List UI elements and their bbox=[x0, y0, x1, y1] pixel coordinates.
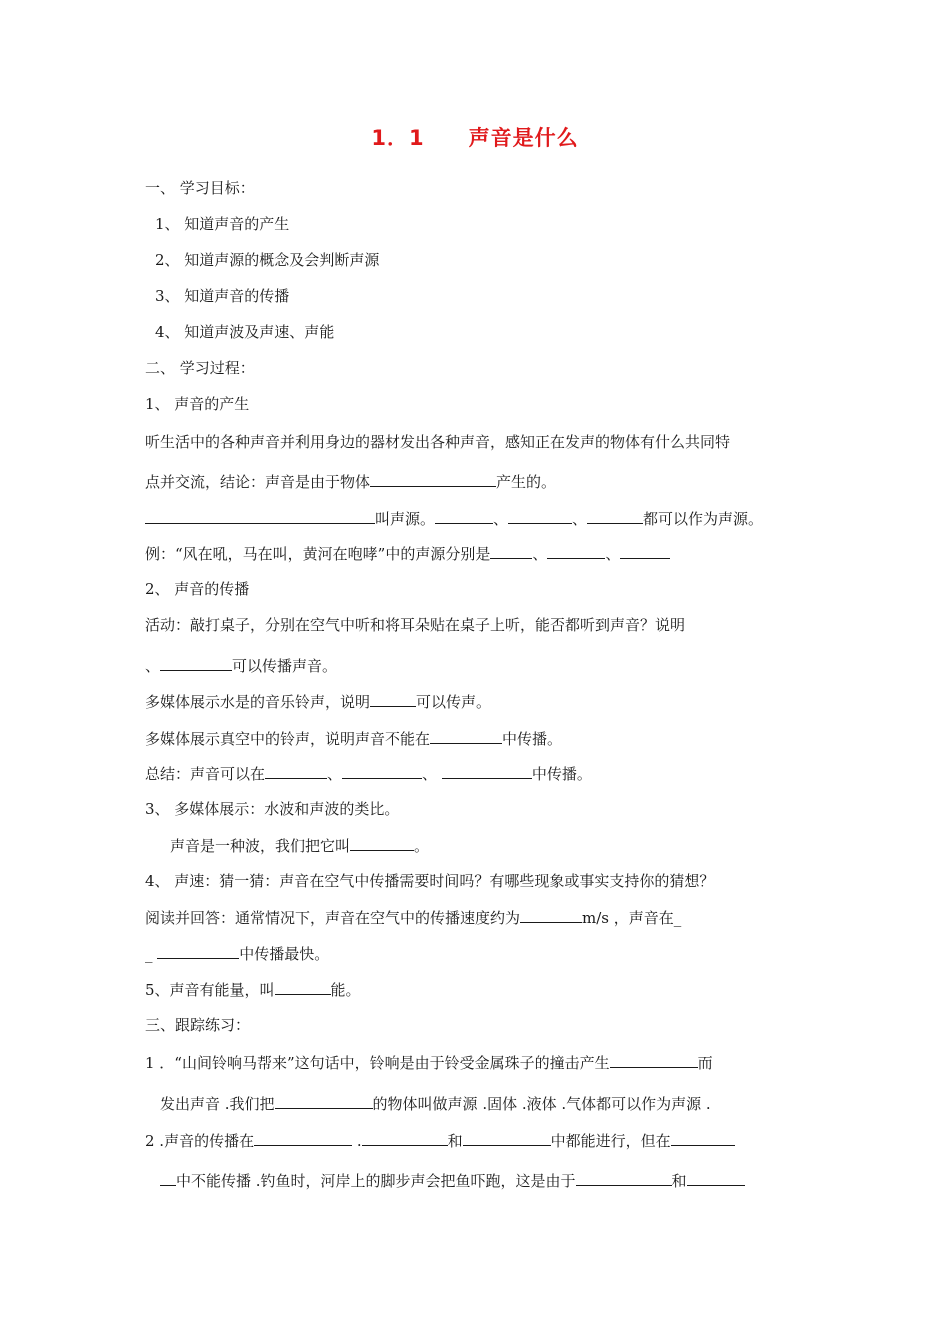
text-segment: 声音是一种波，我们把它叫 bbox=[170, 837, 351, 855]
answer-blank[interactable] bbox=[342, 763, 422, 779]
text-segment: _ bbox=[145, 945, 158, 963]
fill-line bbox=[145, 1052, 713, 1073]
answer-blank[interactable] bbox=[430, 728, 502, 744]
answer-blank[interactable] bbox=[547, 543, 605, 559]
text-segment: 可以传播声音。 bbox=[232, 657, 338, 675]
fill-line bbox=[145, 691, 491, 712]
section-heading-goals: 一、 学习目标： bbox=[145, 179, 255, 197]
text-segment: 、 bbox=[145, 657, 161, 675]
text-segment: 中都能进行，但在 bbox=[550, 1132, 671, 1150]
answer-blank[interactable] bbox=[463, 1130, 551, 1146]
answer-blank[interactable] bbox=[435, 508, 493, 524]
answer-blank[interactable] bbox=[587, 508, 643, 524]
answer-blank[interactable] bbox=[370, 471, 496, 487]
answer-blank[interactable] bbox=[157, 943, 239, 959]
fill-line bbox=[145, 763, 592, 784]
text-segment: 、 bbox=[532, 545, 548, 563]
text-segment: 。 bbox=[414, 837, 430, 855]
text-segment: m/s ，声音在_ bbox=[582, 909, 682, 927]
goal-item: 2、 知道声源的概念及会判断声源 bbox=[155, 251, 380, 269]
answer-blank[interactable] bbox=[265, 763, 327, 779]
section-heading-process: 二、 学习过程： bbox=[145, 359, 255, 377]
text-segment: 多媒体展示水是的音乐铃声，说明 bbox=[145, 693, 371, 711]
text-segment: 和 bbox=[671, 1172, 687, 1190]
text-segment: 多媒体展示真空中的铃声，说明声音不能在 bbox=[145, 730, 431, 748]
paragraph: 活动：敲打桌子，分别在空气中听和将耳朵贴在桌子上听，能否都听到声音？说明 bbox=[145, 616, 686, 634]
text-segment: 可以传声。 bbox=[416, 693, 492, 711]
paragraph: 听生活中的各种声音并利用身边的器材发出各种声音，感知正在发声的物体有什么共同特 bbox=[145, 433, 731, 451]
text-segment: 阅读并回答：通常情况下，声音在空气中的传播速度约为 bbox=[145, 909, 521, 927]
answer-blank[interactable] bbox=[160, 1170, 176, 1186]
fill-line bbox=[160, 1093, 711, 1114]
answer-blank[interactable] bbox=[254, 1130, 352, 1146]
text-segment: 产生的。 bbox=[496, 473, 557, 491]
text-segment: 中传播。 bbox=[502, 730, 563, 748]
fill-line bbox=[145, 979, 361, 1000]
subsection-heading: 1、 声音的产生 bbox=[145, 395, 250, 413]
text-segment: . bbox=[352, 1132, 362, 1150]
text-segment: 、 bbox=[572, 510, 588, 528]
text-segment: 而 bbox=[697, 1054, 713, 1072]
fill-line bbox=[145, 943, 329, 964]
answer-blank[interactable] bbox=[160, 655, 232, 671]
fill-line bbox=[145, 907, 681, 928]
fill-line bbox=[170, 835, 429, 856]
answer-blank[interactable] bbox=[520, 907, 582, 923]
subsection-heading: 3、 多媒体展示：水波和声波的类比。 bbox=[145, 800, 400, 818]
answer-blank[interactable] bbox=[671, 1130, 735, 1146]
answer-blank[interactable] bbox=[275, 1093, 373, 1109]
text-segment: 和 bbox=[447, 1132, 463, 1150]
text-segment: 能。 bbox=[330, 981, 361, 999]
goal-item: 1、 知道声音的产生 bbox=[155, 215, 290, 233]
section-heading-exercises: 三、跟踪练习： bbox=[145, 1016, 251, 1034]
text-segment: 中不能传播 .钓鱼时，河岸上的脚步声会把鱼吓跑，这是由于 bbox=[176, 1172, 576, 1190]
text-segment: 都可以作为声源。 bbox=[643, 510, 764, 528]
text-segment: 2 .声音的传播在 bbox=[145, 1132, 255, 1150]
text-segment: 的物体叫做声源 .固体 .液体 .气体都可以作为声源 . bbox=[372, 1095, 711, 1113]
answer-blank[interactable] bbox=[370, 691, 416, 707]
text-segment: 、 bbox=[422, 765, 442, 783]
goal-item: 4、 知道声波及声速、声能 bbox=[155, 323, 335, 341]
text-segment: 例：“风在吼，马在叫，黄河在咆哮”中的声源分别是 bbox=[145, 545, 491, 563]
answer-blank[interactable] bbox=[442, 763, 532, 779]
text-segment: 发出声音 .我们把 bbox=[160, 1095, 275, 1113]
fill-line bbox=[145, 728, 562, 749]
answer-blank[interactable] bbox=[610, 1052, 698, 1068]
fill-line bbox=[145, 508, 763, 529]
answer-blank[interactable] bbox=[362, 1130, 448, 1146]
subsection-heading: 2、 声音的传播 bbox=[145, 580, 250, 598]
fill-line bbox=[160, 1170, 745, 1191]
fill-line bbox=[145, 1130, 735, 1151]
text-segment: 中传播。 bbox=[531, 765, 592, 783]
text-segment: 、 bbox=[327, 765, 343, 783]
text-segment: 5、声音有能量，叫 bbox=[145, 981, 275, 999]
fill-line bbox=[145, 543, 670, 564]
text-segment: 点并交流，结论：声音是由于物体 bbox=[145, 473, 371, 491]
text-segment: 1 ．“山间铃响马帮来”这句话中，铃响是由于铃受金属珠子的撞击产生 bbox=[145, 1054, 610, 1072]
answer-blank[interactable] bbox=[508, 508, 572, 524]
goal-item: 3、 知道声音的传播 bbox=[155, 287, 290, 305]
answer-blank[interactable] bbox=[145, 508, 375, 524]
answer-blank[interactable] bbox=[576, 1170, 672, 1186]
paragraph: 4、 声速：猜一猜：声音在空气中传播需要时间吗？有哪些现象或事实支持你的猜想？ bbox=[145, 872, 715, 890]
answer-blank[interactable] bbox=[687, 1170, 745, 1186]
text-segment: 、 bbox=[605, 545, 621, 563]
fill-line bbox=[145, 655, 337, 676]
answer-blank[interactable] bbox=[350, 835, 414, 851]
text-segment: 、 bbox=[493, 510, 509, 528]
answer-blank[interactable] bbox=[620, 543, 670, 559]
fill-line bbox=[145, 471, 556, 492]
text-segment: 中传播最快。 bbox=[239, 945, 330, 963]
answer-blank[interactable] bbox=[275, 979, 331, 995]
answer-blank[interactable] bbox=[490, 543, 532, 559]
text-segment: 总结：声音可以在 bbox=[145, 765, 266, 783]
page-title: 1．1 声音是什么 bbox=[371, 126, 579, 150]
text-segment: 叫声源。 bbox=[375, 510, 436, 528]
